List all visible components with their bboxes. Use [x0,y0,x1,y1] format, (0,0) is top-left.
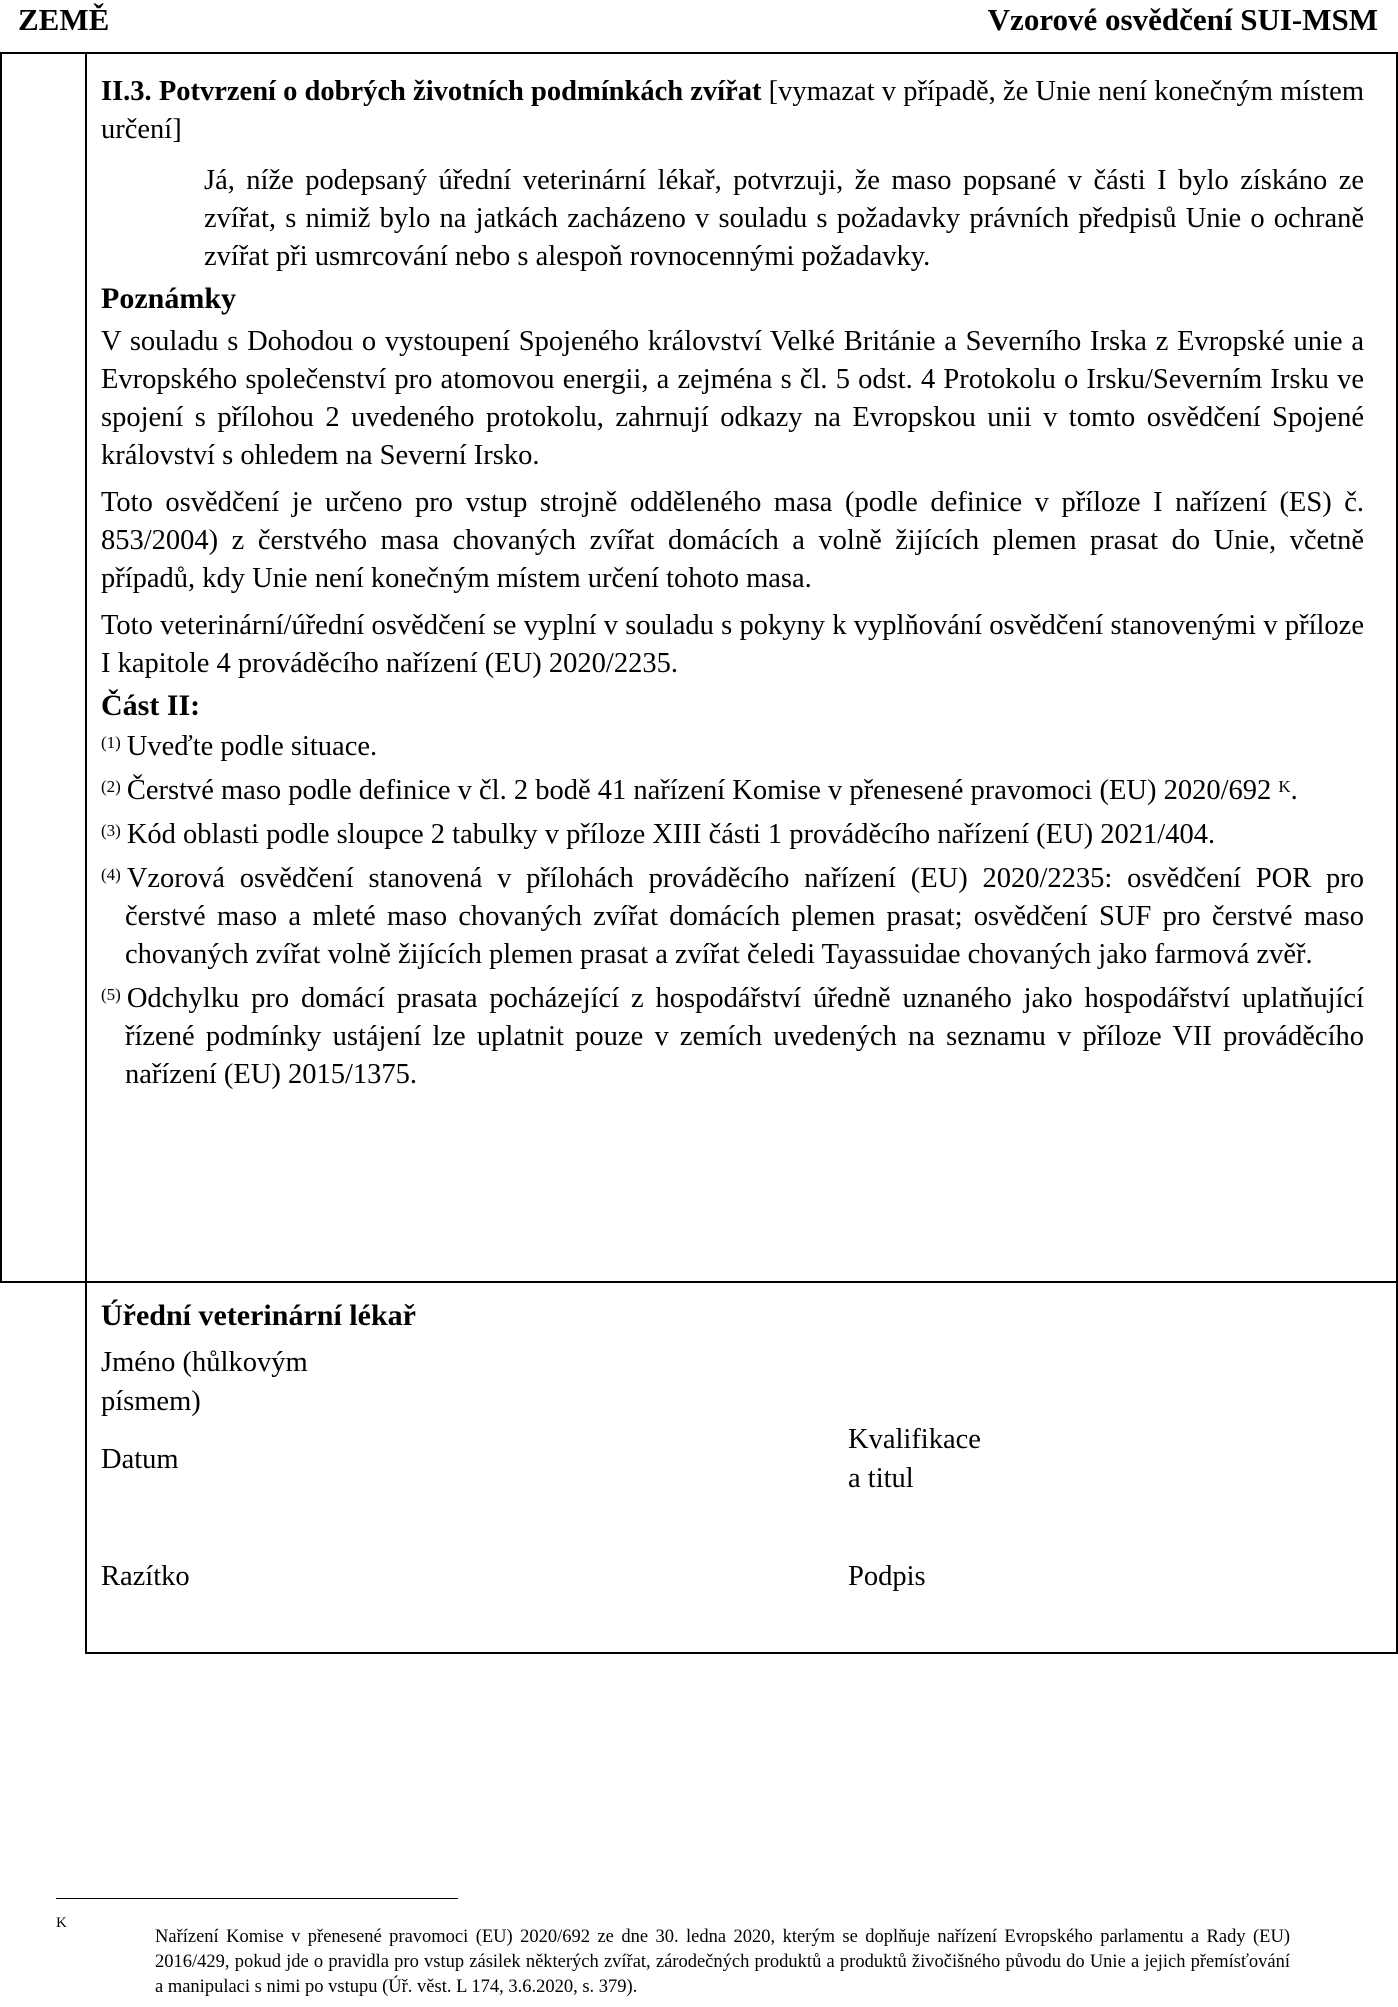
certificate-body [101,73,1364,1094]
name-label-line-2: písmem) [101,1386,201,1417]
qualification-label [848,1420,981,1498]
country-label: ZEMĚ [18,2,110,37]
table-left-border [0,52,2,1282]
footnote-text: Odchylku pro domácí prasata pocházející z hospodářství úředně uznaného jako hospodářství uplatňující řízené podmínky ustájení lze uplatnit pouze v zemích uvedených na seznamu v příloze VII prováděcího nařízení (EU) 2015/1375. [125,983,1364,1090]
footnote-marker: (1) [101,733,121,752]
footer-mark: K [56,1915,67,1931]
section-title-note: [vymazat v případě, že Unie není konečným místem určení] [101,76,1364,145]
notes-heading: Poznámky [101,282,236,315]
part-ii-heading: Část II: [101,689,201,722]
table-row-divider [0,1281,1398,1283]
footnote-text: Uveďte podle situace. [126,731,378,762]
section-title [101,73,1364,149]
stamp-label: Razítko [101,1561,190,1592]
name-label-line-1: Jméno (hůlkovým [101,1347,308,1378]
date-label: Datum [101,1444,179,1475]
footnote-3 [101,816,1364,854]
footnote-text: Čerstvé maso podle definice v čl. 2 bodě 41 nařízení Komise v přenesené pravomoci (EU) 2020/692 [126,775,1272,806]
signature-label: Podpis [848,1561,926,1592]
footnote-marker: (4) [101,865,121,884]
attestation-statement: Já, níže podepsaný úřední veterinární lékař, potvrzuji, že maso popsané v části I bylo získáno ze zvířat, s nimiž bylo na jatkách zacházeno v souladu s požadavky právních předpisů Unie o ochraně zvířat při usmrcování nebo s alespoň rovnocennými požadavky. [204,165,1364,272]
footnote-ref-k: K [1278,777,1291,796]
notes-paragraph-3: Toto veterinární/úřední osvědčení se vyplní v souladu s pokyny k vyplňování osvědčení stanovenými v příloze I kapitole 4 prováděcího nařízení (EU) 2020/2235. [101,610,1364,679]
footnote-text: Kód oblasti podle sloupce 2 tabulky v příloze XIII části 1 prováděcího nařízení (EU) 2021/404. [126,819,1216,850]
qualification-label-line-1: Kvalifikace [848,1424,981,1455]
footnote-5 [101,980,1364,1094]
footnote-marker: (2) [101,777,121,796]
table-top-border [0,52,1398,54]
name-label [101,1343,308,1421]
notes-paragraph-1: V souladu s Dohodou o vystoupení Spojeného království Velké Británie a Severního Irska z Evropské unie a Evropského společenství pro atomovou energii, a zejména s čl. 5 odst. 4 Protokolu o Irsku/Severním Irsku ve spojení s přílohou 2 uvedeného protokolu, zahrnují odkazy na Evropskou unii v tomto osvědčení Spojené království s ohledem na Severní Irsko. [101,326,1364,471]
notes-paragraph-2: Toto osvědčení je určeno pro vstup strojně odděleného masa (podle definice v příloze I nařízení (ES) č. 853/2004) z čerstvého masa chovaných zvířat domácích a volně žijících plemen prasat do Unie, včetně případů, kdy Unie není konečným místem určení tohoto masa. [101,487,1364,594]
table-bottom-border [85,1652,1398,1654]
footnote-2 [101,772,1364,810]
footnote-marker: (3) [101,821,121,840]
table-inner-left-border [85,52,87,1654]
footnote-separator [56,1898,458,1899]
footnote-marker: (5) [101,985,121,1004]
footnote-1 [101,728,1364,766]
certificate-title: Vzorové osvědčení SUI-MSM [987,2,1378,37]
footnote-tail: . [1290,775,1298,806]
official-veterinarian-heading: Úřední veterinární lékař [101,1299,416,1332]
footnote-4 [101,860,1364,974]
section-title-text: II.3. Potvrzení o dobrých životních podmínkách zvířat [101,76,762,107]
footnote-text: Vzorová osvědčení stanovená v přílohách prováděcího nařízení (EU) 2020/2235: osvědčení POR pro čerstvé maso a mleté maso chovaných zvířat domácích plemen prasat; osvědčení SUF pro čerstvé maso chovaných zvířat volně žijících plemen prasat a zvířat čeledi Tayassuidae chovaných jako farmová zvěř. [125,863,1364,970]
qualification-label-line-2: a titul [848,1463,914,1494]
footer-footnote-text: Nařízení Komise v přenesené pravomoci (EU) 2020/692 ze dne 30. ledna 2020, kterým se doplňuje nařízení Evropského parlamentu a Rady (EU) 2016/429, pokud jde o pravidla pro vstup zásilek některých zvířat, zárodečných produktů a produktů živočišného původu do Unie a jejich přemísťování a manipulaci s nimi po vstupu (Úř. věst. L 174, 3.6.2020, s. 379). [155,1927,1290,1997]
